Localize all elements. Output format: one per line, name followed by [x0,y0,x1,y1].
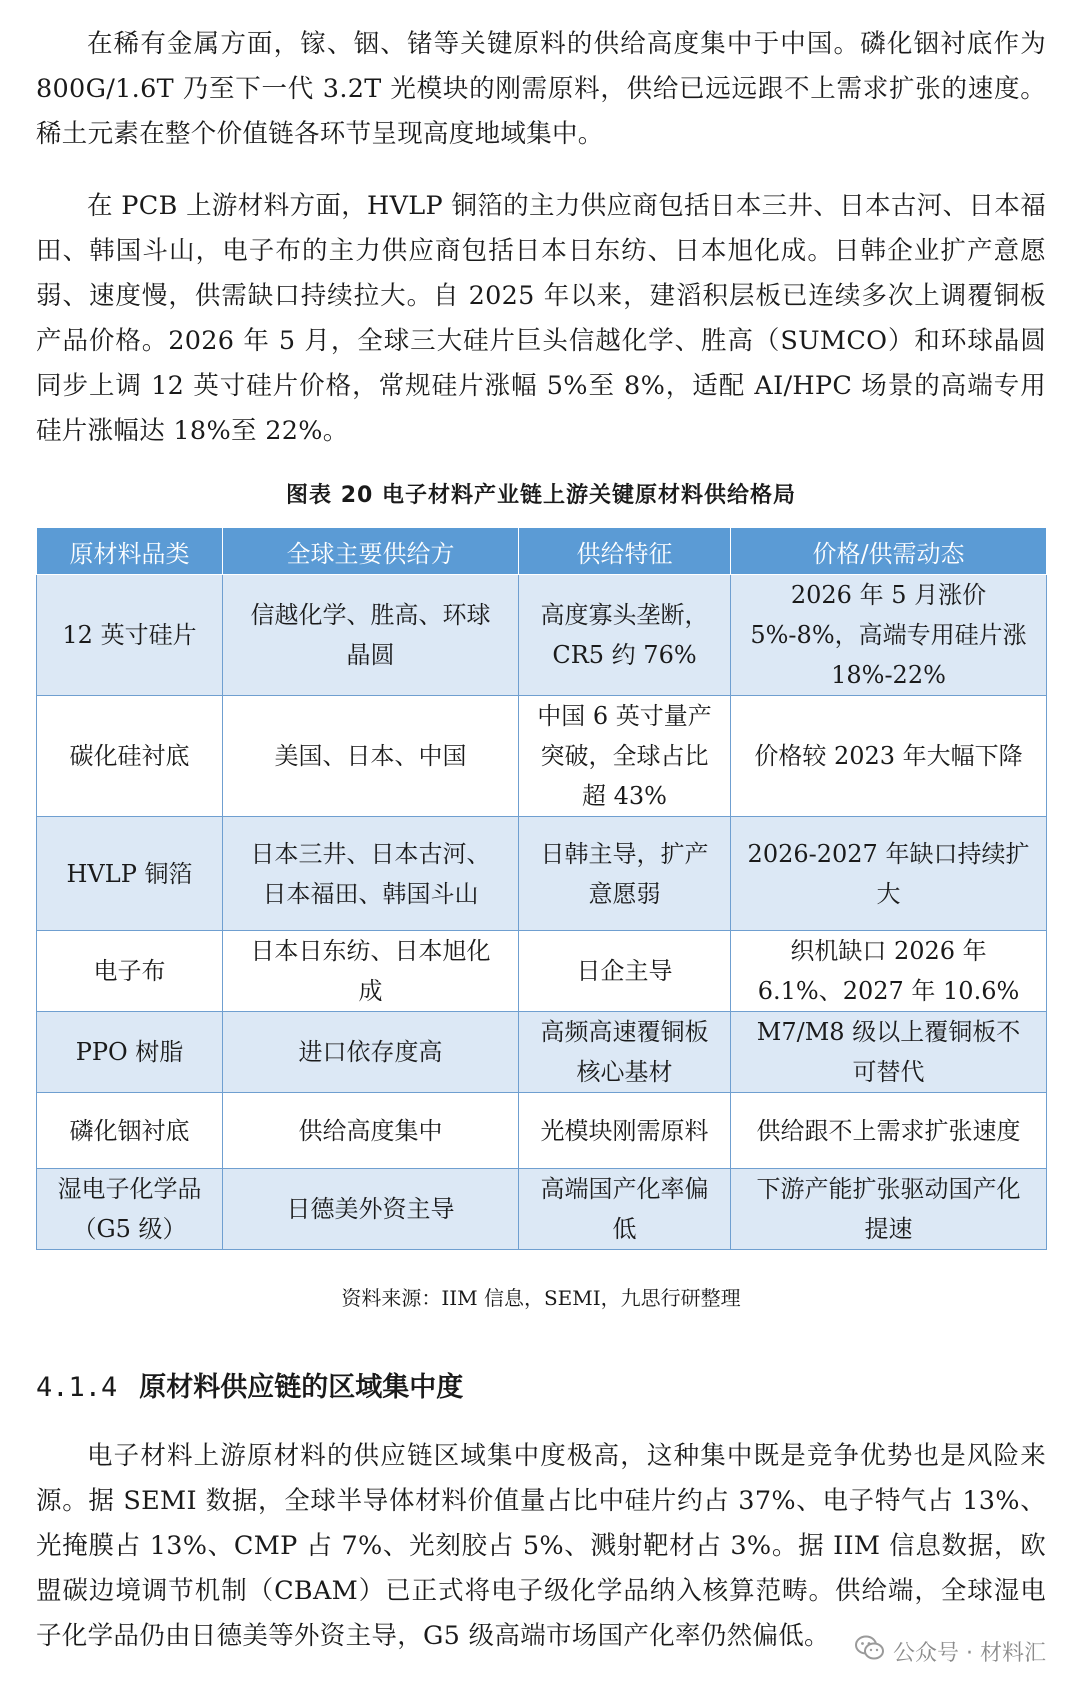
cell-features: 高端国产化率偏低 [519,1169,731,1250]
wechat-watermark [849,1633,1052,1669]
header-price-dynamics: 价格/供需动态 [731,528,1047,575]
table-caption: 图表 20 电子材料产业链上游关键原材料供给格局 [286,483,796,508]
cell-price-dynamics: 织机缺口 2026 年 6.1%、2027 年 10.6% [731,931,1047,1012]
wechat-icon [855,1635,885,1667]
cell-suppliers: 美国、日本、中国 [223,696,519,817]
table-row [37,817,1047,931]
cell-suppliers: 信越化学、胜高、环球晶圆 [223,575,519,696]
table-row [37,931,1047,1012]
cell-suppliers: 日德美外资主导 [223,1169,519,1250]
cell-features: 高频高速覆铜板核心基材 [519,1012,731,1093]
cell-suppliers: 日本日东纺、日本旭化成 [223,931,519,1012]
cell-suppliers: 进口依存度高 [223,1012,519,1093]
cell-features: 光模块刚需原料 [519,1093,731,1169]
cell-price-dynamics: 价格较 2023 年大幅下降 [731,696,1047,817]
table-row [37,1169,1047,1250]
header-category: 原材料品类 [37,528,223,575]
table-row [37,696,1047,817]
cell-category: 12 英寸硅片 [37,575,223,696]
supply-table [36,527,1047,1250]
table-header-row [37,528,1047,575]
paragraph-pcb-materials: 在 PCB 上游材料方面，HVLP 铜箔的主力供应商包括日本三井、日本古河、日本福田、韩国斗山，电子布的主力供应商包括日本日东纺、日本旭化成。日韩企业扩产意愿弱、速度慢，供需缺口持续拉大。自 2025 年以来，建滔积层板已连续多次上调覆铜板产品价格。2026 年 5 月，全球三大硅片巨头信越化学、胜高（SUMCO）和环球晶圆同步上调 12 英寸硅片价格，常规硅片涨幅 5%至 8%，适配 AI/HPC 场景的高端专用硅片涨幅达 18%至 22%。 [36,191,1046,446]
table-source-note: 资料来源：IIM 信息，SEMI，九思行研整理 [341,1286,741,1310]
cell-price-dynamics: 供给跟不上需求扩张速度 [731,1093,1047,1169]
cell-category: 电子布 [37,931,223,1012]
cell-suppliers: 日本三井、日本古河、日本福田、韩国斗山 [223,817,519,931]
paragraph-regional-concentration: 电子材料上游原材料的供应链区域集中度极高，这种集中既是竞争优势也是风险来源。据 SEMI 数据，全球半导体材料价值量占比中硅片约占 37%、电子特气占 13%、光掩膜占 13%、CMP 占 7%、光刻胶占 5%、溅射靶材占 3%。据 IIM 信息数据，欧盟碳边境调节机制（CBAM）已正式将电子级化学品纳入核算范畴。供给端，全球湿电子化学品仍由日德美等外资主导，G5 级高端市场国产化率仍然偏低。 [36,1441,1046,1651]
section-number: 4.1.4 [36,1372,118,1403]
cell-price-dynamics: 2026 年 5 月涨价 5%-8%，高端专用硅片涨 18%-22% [731,575,1047,696]
cell-suppliers: 供给高度集中 [223,1093,519,1169]
cell-category: HVLP 铜箔 [37,817,223,931]
header-features: 供给特征 [519,528,731,575]
cell-category: 湿电子化学品（G5 级） [37,1169,223,1250]
section-title: 原材料供应链的区域集中度 [139,1372,464,1403]
header-suppliers: 全球主要供给方 [223,528,519,575]
cell-price-dynamics: 2026-2027 年缺口持续扩大 [731,817,1047,931]
cell-features: 中国 6 英寸量产突破，全球占比超 43% [519,696,731,817]
cell-category: PPO 树脂 [37,1012,223,1093]
table-row [37,1012,1047,1093]
cell-category: 磷化铟衬底 [37,1093,223,1169]
cell-price-dynamics: 下游产能扩张驱动国产化提速 [731,1169,1047,1250]
cell-features: 高度寡头垄断，CR5 约 76% [519,575,731,696]
table-row [37,1093,1047,1169]
cell-features: 日韩主导，扩产意愿弱 [519,817,731,931]
table-row [37,575,1047,696]
watermark-text: 公众号 · 材料汇 [893,1640,1046,1666]
cell-category: 碳化硅衬底 [37,696,223,817]
cell-price-dynamics: M7/M8 级以上覆铜板不可替代 [731,1012,1047,1093]
section-heading [36,1365,1046,1404]
paragraph-rare-metals: 在稀有金属方面，镓、铟、锗等关键原料的供给高度集中于中国。磷化铟衬底作为 800G/1.6T 乃至下一代 3.2T 光模块的刚需原料，供给已远远跟不上需求扩张的速度。稀土元素在整个价值链各环节呈现高度地域集中。 [36,29,1046,149]
cell-features: 日企主导 [519,931,731,1012]
